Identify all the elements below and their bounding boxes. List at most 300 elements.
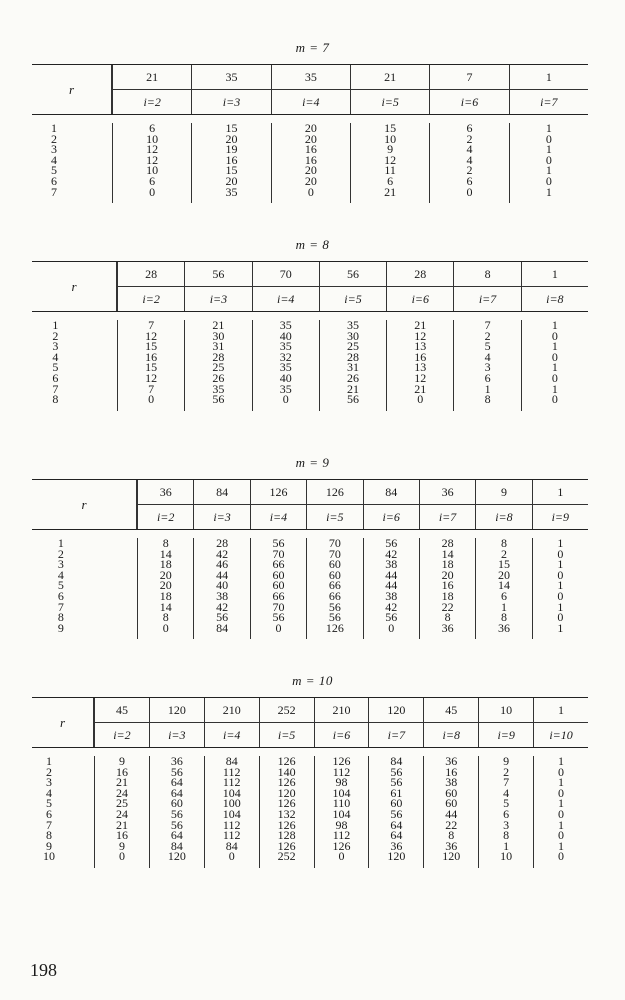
- header-divider: [32, 114, 588, 115]
- table-cell: 56: [272, 536, 285, 550]
- table-cell: 1: [545, 142, 552, 157]
- i-header: [314, 723, 369, 748]
- table-cell: 60: [272, 578, 285, 593]
- i-header: [363, 505, 419, 530]
- coefficient-value: 84: [216, 485, 229, 499]
- table-cell: 1: [551, 318, 558, 332]
- coefficient-header: [478, 698, 533, 722]
- coefficient-value: 28: [145, 267, 158, 281]
- coefficient-header: [193, 480, 249, 504]
- table: [32, 64, 588, 205]
- table-cell: 0: [338, 849, 345, 864]
- table-cell: 6: [466, 121, 473, 135]
- data-column: [149, 756, 204, 868]
- coefficient-header: [184, 262, 251, 286]
- table-cell: 26: [346, 370, 359, 385]
- table-cell: 60: [328, 567, 341, 582]
- r-value: 9: [57, 620, 64, 635]
- table-cell: 25: [346, 339, 359, 354]
- r-value: 7: [57, 599, 64, 614]
- data-column: [532, 538, 588, 639]
- table-cell: 1: [545, 163, 552, 178]
- table-cell: 42: [385, 546, 398, 561]
- header-divider: [32, 747, 588, 748]
- table-cell: 66: [328, 578, 341, 593]
- table-cell: 128: [277, 828, 296, 843]
- r-value: 5: [51, 163, 57, 178]
- table-cell: 14: [159, 599, 172, 614]
- data-column: [533, 756, 588, 868]
- table-cell: 10: [146, 131, 159, 146]
- table-cell: 1: [551, 339, 558, 354]
- r-value: 7: [52, 381, 59, 396]
- table-cell: 1: [558, 754, 565, 768]
- table-cell: 120: [277, 785, 296, 800]
- i-label: i=9: [497, 728, 515, 742]
- table-cell: 14: [441, 546, 454, 561]
- coefficient-header: [386, 262, 453, 286]
- data-column: [453, 320, 520, 411]
- table-cell: 16: [115, 764, 128, 779]
- coefficient-header: [306, 480, 362, 504]
- table-cell: 14: [159, 546, 172, 561]
- r-column: [32, 538, 90, 633]
- row-label-header: r: [32, 698, 94, 747]
- table-cell: 0: [466, 184, 473, 199]
- coefficient-header: [259, 698, 314, 722]
- table-cell: 126: [332, 838, 351, 853]
- table-cell: 16: [441, 578, 454, 593]
- table-cell: 13: [414, 339, 427, 354]
- i-label: i=6: [411, 292, 429, 306]
- table-cell: 46: [216, 557, 229, 572]
- table-cell: 12: [414, 328, 427, 343]
- table-cell: 104: [222, 785, 241, 800]
- coefficient-header: [429, 65, 508, 89]
- table-cell: 25: [115, 796, 128, 811]
- table-cell: 1: [500, 599, 507, 614]
- coefficient-value: 21: [146, 70, 159, 84]
- table-cell: 0: [307, 184, 314, 199]
- coefficient-value: 1: [558, 703, 565, 717]
- table-cell: 126: [277, 754, 296, 768]
- table-cell: 7: [148, 381, 155, 396]
- table-cell: 112: [222, 764, 241, 779]
- table-cell: 16: [304, 142, 317, 157]
- table-cell: 56: [390, 775, 403, 790]
- r-value: 4: [51, 152, 57, 167]
- data-column: [191, 123, 270, 203]
- coefficient-value: 1: [551, 267, 558, 281]
- table-cell: 56: [346, 392, 359, 407]
- table-cell: 56: [272, 610, 285, 625]
- i-header-row: [137, 504, 588, 530]
- table-cell: 60: [272, 567, 285, 582]
- data-column: [184, 320, 251, 411]
- coefficient-value: 126: [269, 485, 288, 499]
- table-cell: 0: [118, 849, 125, 864]
- table-cell: 9: [118, 754, 125, 768]
- i-header: [478, 723, 533, 748]
- data-column: [478, 756, 533, 868]
- table-cell: 14: [497, 578, 510, 593]
- i-label: i=10: [549, 728, 573, 742]
- table-cell: 56: [170, 764, 183, 779]
- table-cell: 18: [159, 557, 172, 572]
- table-cell: 28: [441, 536, 454, 550]
- table-cell: 1: [551, 381, 558, 396]
- coefficient-header: [475, 480, 531, 504]
- table-cell: 35: [225, 184, 238, 199]
- table-cell: 0: [551, 370, 558, 385]
- table-cell: 20: [225, 131, 238, 146]
- table-cell: 120: [167, 849, 186, 864]
- table-cell: 1: [484, 381, 491, 396]
- i-label: i=5: [326, 510, 344, 524]
- table-cell: 16: [225, 152, 238, 167]
- i-header: [137, 505, 193, 530]
- table-cell: 0: [557, 546, 564, 561]
- i-label: i=3: [222, 95, 241, 109]
- table-cell: 10: [500, 849, 513, 864]
- table-cell: 60: [445, 785, 458, 800]
- table: [32, 261, 588, 413]
- table-cell: 2: [503, 764, 510, 779]
- coefficient-header: [363, 480, 419, 504]
- table-cell: 36: [497, 620, 510, 635]
- table-cell: 56: [170, 806, 183, 821]
- table-cell: 20: [441, 567, 454, 582]
- table-cell: 10: [146, 163, 159, 178]
- i-header: [350, 90, 429, 115]
- table-cell: 9: [503, 754, 510, 768]
- table-cell: 112: [222, 775, 241, 790]
- data-column: [193, 538, 249, 639]
- coefficient-header: [204, 698, 259, 722]
- i-header: [149, 723, 204, 748]
- table-cell: 19: [225, 142, 238, 157]
- i-label: i=8: [495, 510, 513, 524]
- table-cell: 98: [335, 817, 348, 832]
- table-cell: 84: [170, 838, 183, 853]
- coefficient-header: [423, 698, 478, 722]
- coefficient-header: [419, 480, 475, 504]
- r-value: 1: [57, 536, 64, 550]
- table-cell: 38: [216, 588, 229, 603]
- table-cell: 5: [484, 339, 491, 354]
- i-label: i=5: [381, 95, 399, 109]
- i-label: i=2: [142, 292, 160, 306]
- i-label: i=3: [209, 292, 228, 306]
- table-cell: 61: [390, 785, 403, 800]
- table-cell: 1: [503, 838, 510, 853]
- table-cell: 56: [328, 599, 341, 614]
- table-cell: 112: [332, 828, 351, 843]
- table-cell: 112: [332, 764, 351, 779]
- coefficient-value: 70: [279, 267, 292, 281]
- table-cell: 26: [212, 370, 225, 385]
- data-column: [319, 320, 386, 411]
- page-number: 198: [30, 960, 57, 980]
- table-cell: 28: [216, 536, 229, 550]
- coefficient-value: 210: [332, 703, 351, 717]
- coefficient-value: 8: [484, 267, 491, 281]
- table-cell: 66: [328, 588, 341, 603]
- i-header: [429, 90, 508, 115]
- coefficient-header: [112, 65, 191, 89]
- table-cell: 98: [335, 775, 348, 790]
- i-label: i=7: [438, 510, 457, 524]
- row-label-header: r: [32, 262, 117, 311]
- table-cell: 12: [146, 152, 159, 167]
- table-cell: 3: [503, 817, 510, 832]
- table-cell: 20: [159, 578, 172, 593]
- table-cell: 3: [484, 360, 491, 375]
- coefficient-value: 1: [545, 70, 552, 84]
- data-column: [306, 538, 362, 639]
- table-cell: 0: [149, 184, 156, 199]
- r-value: 3: [57, 557, 64, 572]
- table-cell: 2: [484, 328, 491, 343]
- table-cell: 0: [282, 392, 289, 407]
- coefficient-header: [368, 698, 423, 722]
- r-value: 6: [57, 588, 64, 603]
- coefficient-value: 45: [115, 703, 128, 717]
- i-label: i=4: [222, 728, 241, 742]
- table-cell: 2: [466, 131, 473, 146]
- table-cell: 64: [170, 828, 183, 843]
- header-divider: [32, 311, 588, 312]
- table-cell: 126: [325, 620, 344, 635]
- table-cell: 104: [222, 806, 241, 821]
- table-cell: 64: [170, 785, 183, 800]
- table-cell: 60: [445, 796, 458, 811]
- table-cell: 126: [277, 796, 296, 811]
- r-value: 5: [57, 578, 64, 593]
- table-cell: 16: [145, 349, 158, 364]
- table-cell: 0: [557, 588, 564, 603]
- table-cell: 0: [557, 567, 564, 582]
- table-cell: 44: [385, 578, 398, 593]
- table-cell: 0: [228, 849, 235, 864]
- table-cell: 12: [146, 142, 159, 157]
- i-header: [184, 287, 251, 312]
- coefficient-header: [319, 262, 386, 286]
- table-cell: 0: [558, 785, 565, 800]
- i-header: [368, 723, 423, 748]
- coefficient-value: 45: [445, 703, 458, 717]
- r-value: 8: [46, 828, 53, 843]
- table-cell: 15: [145, 360, 158, 375]
- table-cell: 66: [272, 557, 285, 572]
- table-title: m = 8: [295, 237, 330, 252]
- table-cell: 126: [277, 817, 296, 832]
- r-value: 1: [52, 318, 59, 332]
- table-cell: 1: [551, 360, 558, 375]
- data-column: [94, 756, 149, 868]
- table-cell: 15: [384, 121, 397, 135]
- i-header: [453, 287, 520, 312]
- table-cell: 7: [484, 318, 491, 332]
- coefficient-value: 126: [325, 485, 344, 499]
- i-label: i=5: [344, 292, 362, 306]
- table-cell: 64: [390, 828, 403, 843]
- i-label: i=6: [382, 510, 400, 524]
- table-cell: 84: [390, 754, 403, 768]
- table-cell: 1: [557, 578, 564, 593]
- table-cell: 6: [387, 173, 394, 188]
- table-cell: 56: [216, 610, 229, 625]
- table-cell: 4: [484, 349, 491, 364]
- table-cell: 8: [448, 828, 455, 843]
- r-value: 7: [46, 817, 53, 832]
- i-header: [117, 287, 184, 312]
- table-cell: 10: [384, 131, 397, 146]
- r-value: 7: [51, 184, 57, 199]
- table: [32, 697, 588, 870]
- table-cell: 35: [279, 339, 292, 354]
- r-value: 9: [46, 838, 53, 853]
- table-cell: 12: [414, 370, 427, 385]
- coefficient-header: [137, 480, 193, 504]
- table-cell: 8: [500, 536, 507, 550]
- table-cell: 15: [225, 121, 238, 135]
- table-cell: 21: [115, 775, 128, 790]
- data-column: [117, 320, 184, 411]
- table-cell: 60: [390, 796, 403, 811]
- table-cell: 70: [272, 599, 285, 614]
- row-label-header: r: [32, 65, 112, 114]
- data-column: [314, 756, 369, 868]
- i-header: [475, 505, 531, 530]
- i-header: [252, 287, 319, 312]
- table-cell: 15: [225, 163, 238, 178]
- coefficient-value: 56: [212, 267, 225, 281]
- row-label-header: r: [32, 480, 137, 529]
- table-cell: 0: [551, 392, 558, 407]
- table-cell: 70: [328, 546, 341, 561]
- coefficient-header-row: [32, 65, 588, 89]
- r-value: 2: [57, 546, 64, 561]
- table-cell: 56: [212, 392, 225, 407]
- table-cell: 36: [390, 838, 403, 853]
- data-column: [259, 756, 314, 868]
- i-header: [112, 90, 191, 115]
- table-cell: 6: [500, 588, 507, 603]
- table-cell: 110: [332, 796, 351, 811]
- table-cell: 36: [170, 754, 183, 768]
- table-cell: 18: [441, 588, 454, 603]
- table-cell: 66: [272, 588, 285, 603]
- coefficient-header-row: [32, 698, 588, 722]
- table-cell: 56: [390, 764, 403, 779]
- table-cell: 6: [484, 370, 491, 385]
- table-cell: 12: [145, 370, 158, 385]
- table-cell: 70: [272, 546, 285, 561]
- table-cell: 36: [441, 620, 454, 635]
- r-value: 1: [51, 121, 57, 135]
- table-cell: 132: [277, 806, 296, 821]
- i-label: i=9: [551, 510, 570, 524]
- table-cell: 0: [557, 610, 564, 625]
- table-cell: 20: [159, 567, 172, 582]
- coefficient-value: 7: [466, 70, 473, 84]
- table-cell: 15: [145, 339, 158, 354]
- data-column: [250, 538, 306, 639]
- coefficient-value: 84: [385, 485, 398, 499]
- coefficient-value: 120: [387, 703, 406, 717]
- coefficient-value: 120: [167, 703, 186, 717]
- table-cell: 22: [441, 599, 454, 614]
- table-cell: 42: [216, 546, 229, 561]
- coefficient-value: 21: [384, 70, 397, 84]
- table-cell: 104: [332, 785, 351, 800]
- table-cell: 42: [385, 599, 398, 614]
- table-cell: 1: [558, 838, 565, 853]
- r-value: 6: [51, 173, 57, 188]
- i-header: [204, 723, 259, 748]
- table-cell: 0: [558, 764, 565, 779]
- table-cell: 30: [212, 328, 225, 343]
- i-label: i=2: [113, 728, 131, 742]
- table-cell: 56: [328, 610, 341, 625]
- table-cell: 0: [417, 392, 424, 407]
- coefficient-header: [191, 65, 270, 89]
- table-cell: 31: [212, 339, 225, 354]
- r-value: 2: [51, 131, 57, 146]
- r-value: 4: [52, 349, 59, 364]
- table-cell: 7: [503, 775, 510, 790]
- table-cell: 104: [332, 806, 351, 821]
- table-cell: 16: [304, 152, 317, 167]
- table-cell: 1: [557, 557, 564, 572]
- i-label: i=2: [143, 95, 161, 109]
- data-column: [112, 123, 191, 203]
- table-cell: 20: [304, 121, 317, 135]
- coefficient-header: [94, 698, 149, 722]
- table-cell: 18: [159, 588, 172, 603]
- table-cell: 0: [551, 328, 558, 343]
- table-cell: 8: [162, 536, 169, 550]
- table-cell: 12: [145, 328, 158, 343]
- r-column: [32, 123, 76, 197]
- table-cell: 1: [557, 599, 564, 614]
- i-label: i=4: [269, 510, 288, 524]
- table-title: m = 9: [295, 455, 330, 470]
- i-label: i=7: [478, 292, 497, 306]
- table-cell: 1: [545, 184, 552, 199]
- coefficient-value: 28: [414, 267, 427, 281]
- table-cell: 8: [500, 610, 507, 625]
- data-column: [419, 538, 475, 639]
- data-column: [509, 123, 588, 203]
- data-column: [475, 538, 531, 639]
- table-cell: 6: [149, 121, 156, 135]
- table-cell: 126: [277, 838, 296, 853]
- table-cell: 20: [225, 173, 238, 188]
- data-column: [368, 756, 423, 868]
- table-cell: 31: [346, 360, 359, 375]
- data-column: [363, 538, 419, 639]
- coefficient-header: [453, 262, 520, 286]
- table-cell: 24: [115, 785, 128, 800]
- table-cell: 21: [115, 817, 128, 832]
- table-cell: 84: [225, 838, 238, 853]
- table-cell: 6: [466, 173, 473, 188]
- coefficient-value: 35: [304, 70, 317, 84]
- table-cell: 44: [216, 567, 229, 582]
- coefficient-header: [250, 480, 306, 504]
